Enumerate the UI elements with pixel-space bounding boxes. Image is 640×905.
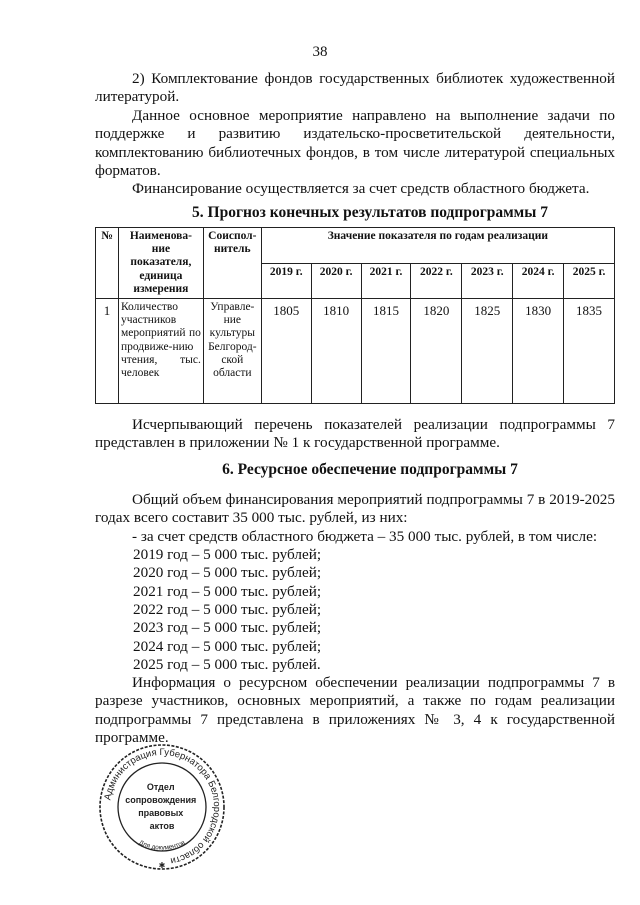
year-funding-line: 2019 год – 5 000 тыс. рублей; [133, 546, 322, 563]
stamp-center-line: сопровождения [125, 795, 197, 805]
section-6-title: 6. Ресурсное обеспечение подпрограммы 7 [222, 461, 518, 478]
official-stamp [97, 742, 227, 872]
header-year: 2022 г. [411, 263, 462, 299]
indicator-name: Количество участников мероприятий по продвиже-нию чтения, тыс. человек [118, 299, 203, 404]
stamp-center-line: Отдел [146, 782, 175, 792]
header-year: 2023 г. [462, 263, 513, 299]
year-funding-line: 2022 год – 5 000 тыс. рублей; [133, 601, 322, 618]
after-table-paragraph: Исчерпывающий перечень показателей реализации подпрограммы 7 представлен в приложении № 1 к государственной программе. [95, 416, 615, 452]
year-funding-line: 2023 год – 5 000 тыс. рублей; [133, 619, 322, 636]
funding-paragraph: Общий объем финансирования мероприятий подпрограммы 7 в 2019-2025 годах всего составит 35 000 тыс. рублей, из них: [95, 491, 615, 527]
stamp-center-line: актов [149, 821, 175, 831]
resource-info-paragraph: Информация о ресурсном обеспечении реализации подпрограммы 7 в разрезе участников, основных мероприятий, а также по годам реализации подпрограммы 7 представлена в приложениях № 3, 4 к государственной программе. [95, 674, 615, 746]
results-table [95, 227, 615, 404]
stamp-bottom-text: Для документов [137, 839, 187, 852]
header-year: 2019 г. [261, 263, 311, 299]
coexecutor: Управле-ние культуры Белгород-ской области [203, 299, 261, 404]
star-icon: ✱ [158, 861, 166, 870]
svg-text:Отдел сопровождения пр [125, 782, 199, 831]
value-cell: 1825 [462, 299, 513, 404]
row-number: 1 [96, 299, 119, 404]
value-cell: 1820 [411, 299, 462, 404]
year-funding-line: 2021 год – 5 000 тыс. рублей; [133, 583, 322, 600]
intro-paragraph-3: Финансирование осуществляется за счет средств областного бюджета. [132, 180, 590, 197]
section-5-title: 5. Прогноз конечных результатов подпрограммы 7 [192, 204, 548, 221]
value-cell: 1805 [261, 299, 311, 404]
value-cell: 1815 [361, 299, 411, 404]
stamp-center-line: правовых [138, 808, 184, 818]
header-coexecutor: Соиспол-нитель [203, 228, 261, 299]
header-values-by-year: Значение показателя по годам реализации [261, 228, 614, 264]
header-year: 2024 г. [513, 263, 564, 299]
header-year: 2021 г. [361, 263, 411, 299]
year-funding-line: 2024 год – 5 000 тыс. рублей; [133, 638, 322, 655]
header-indicator-name: Наименова-ние показателя, единица измерения [118, 228, 203, 299]
value-cell: 1835 [564, 299, 615, 404]
header-year: 2020 г. [311, 263, 361, 299]
value-cell: 1830 [513, 299, 564, 404]
intro-paragraph-1: 2) Комплектование фондов государственных библиотек художественной литературой. [95, 70, 615, 106]
header-year: 2025 г. [564, 263, 615, 299]
value-cell: 1810 [311, 299, 361, 404]
table-row [96, 299, 615, 404]
stamp-ring-text: Администрация Губернатора Белгородской области [102, 746, 223, 867]
year-funding-line: 2025 год – 5 000 тыс. рублей. [133, 656, 321, 673]
page-number: 38 [312, 44, 328, 60]
header-number: № [96, 228, 119, 299]
budget-line: - за счет средств областного бюджета – 35 000 тыс. рублей, в том числе: [132, 528, 598, 545]
year-funding-line: 2020 год – 5 000 тыс. рублей; [133, 564, 322, 581]
intro-paragraph-2: Данное основное мероприятие направлено на выполнение задачи по поддержке и развитию издательско-просветительской деятельности, комплектованию библиотечных фондов, в том числе литературой специальных форматов. [95, 107, 615, 179]
